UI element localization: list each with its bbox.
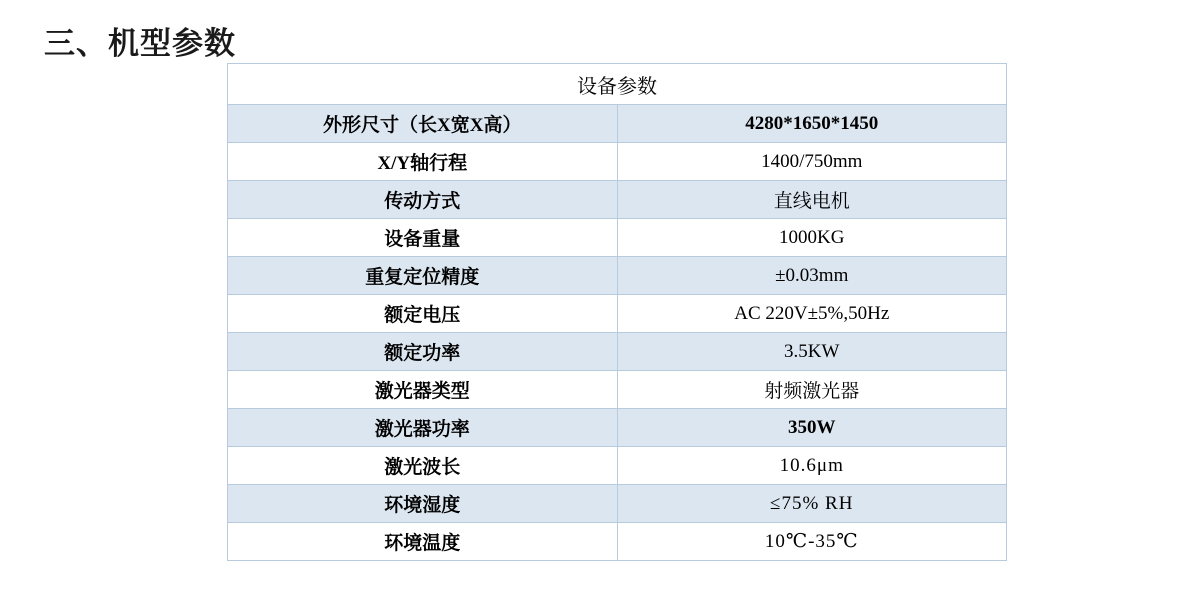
parameter-label: 激光器功率 bbox=[228, 409, 618, 447]
parameter-label: 外形尺寸（长X宽X高） bbox=[228, 105, 618, 143]
table-row bbox=[228, 181, 1007, 219]
table-row bbox=[228, 371, 1007, 409]
parameter-label: X/Y轴行程 bbox=[228, 143, 618, 181]
parameter-label: 环境湿度 bbox=[228, 485, 618, 523]
parameter-label: 环境温度 bbox=[228, 523, 618, 561]
parameter-value: 射频激光器 bbox=[617, 371, 1007, 409]
parameter-label: 激光波长 bbox=[228, 447, 618, 485]
table-row bbox=[228, 523, 1007, 561]
table-row bbox=[228, 333, 1007, 371]
table-row bbox=[228, 409, 1007, 447]
parameter-value: 4280*1650*1450 bbox=[617, 105, 1007, 143]
table-row bbox=[228, 447, 1007, 485]
parameter-label: 额定功率 bbox=[228, 333, 618, 371]
table-body bbox=[228, 64, 1007, 561]
table-header-title: 设备参数 bbox=[228, 64, 1007, 105]
parameter-value: 10.6μm bbox=[617, 447, 1007, 485]
parameter-label: 设备重量 bbox=[228, 219, 618, 257]
parameter-value: AC 220V±5%,50Hz bbox=[617, 295, 1007, 333]
table-row bbox=[228, 105, 1007, 143]
parameter-value: 1000KG bbox=[617, 219, 1007, 257]
spec-table-container bbox=[227, 63, 1007, 561]
table-row bbox=[228, 143, 1007, 181]
parameter-value: 直线电机 bbox=[617, 181, 1007, 219]
parameter-label: 传动方式 bbox=[228, 181, 618, 219]
parameter-value: ≤75% RH bbox=[617, 485, 1007, 523]
table-row bbox=[228, 257, 1007, 295]
parameter-value: ±0.03mm bbox=[617, 257, 1007, 295]
table-row bbox=[228, 219, 1007, 257]
parameter-value: 10℃-35℃ bbox=[617, 523, 1007, 561]
parameter-value: 3.5KW bbox=[617, 333, 1007, 371]
table-header-row bbox=[228, 64, 1007, 105]
parameter-value: 350W bbox=[617, 409, 1007, 447]
table-row bbox=[228, 295, 1007, 333]
parameter-value: 1400/750mm bbox=[617, 143, 1007, 181]
parameter-label: 额定电压 bbox=[228, 295, 618, 333]
parameter-label: 重复定位精度 bbox=[228, 257, 618, 295]
table-row bbox=[228, 485, 1007, 523]
page-title: 三、机型参数 bbox=[44, 26, 236, 61]
parameter-label: 激光器类型 bbox=[228, 371, 618, 409]
device-parameters-table bbox=[227, 63, 1007, 561]
